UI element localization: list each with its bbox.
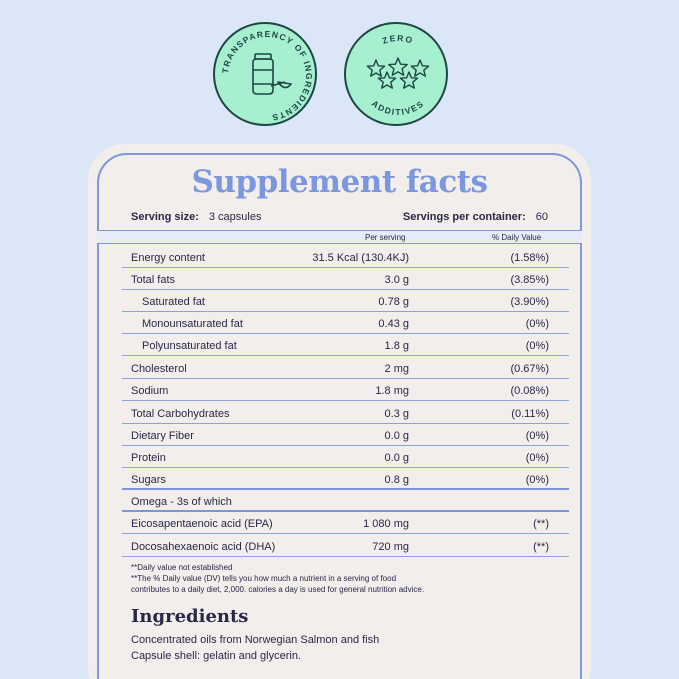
- nutrient-name: Omega - 3s of which: [131, 496, 232, 508]
- ingredients-line: Capsule shell: gelatin and glycerin.: [131, 650, 301, 662]
- table-row: [122, 402, 569, 424]
- transparency-badge: [213, 22, 317, 126]
- table-row: [122, 357, 569, 379]
- nutrient-daily-value: (0.67%): [510, 363, 549, 375]
- nutrient-daily-value: (0%): [525, 340, 549, 352]
- nutrient-daily-value: (1.58%): [510, 252, 549, 264]
- nutrient-daily-value: (0%): [525, 474, 549, 486]
- table-row: [122, 290, 569, 312]
- zero-additives-badge: [344, 22, 448, 126]
- footnotes: [131, 562, 571, 595]
- nutrient-amount: 0.3 g: [384, 408, 409, 420]
- servings-per-container: Servings per container: 60: [402, 211, 548, 223]
- nutrient-daily-value: (0.11%): [511, 408, 549, 420]
- table-row: [122, 490, 569, 512]
- nutrient-amount: 0.8 g: [384, 474, 409, 486]
- nutrient-name: Sugars: [131, 474, 166, 486]
- nutrient-name: Docosahexaenoic acid (DHA): [131, 541, 276, 553]
- nutrient-daily-value: (**): [533, 518, 549, 530]
- table-row: [122, 446, 569, 468]
- nutrient-amount: 31.5 Kcal (130.4KJ): [312, 252, 409, 264]
- footnote: **Daily value not established: [131, 563, 233, 572]
- table-row: [122, 379, 569, 401]
- nutrient-amount: 0.0 g: [384, 452, 409, 464]
- nutrient-amount: 720 mg: [372, 541, 409, 553]
- nutrient-daily-value: (0%): [525, 430, 549, 442]
- nutrient-amount: 1.8 g: [384, 340, 409, 352]
- nutrient-daily-value: (**): [533, 541, 549, 553]
- footnote: **The % Daily value (DV) tells you how much a nutrient in a serving of food: [131, 574, 397, 583]
- stars-icon: [367, 58, 428, 88]
- transparency-badge-text: TRANSPARENCY OF INGREDIENTS: [220, 28, 315, 123]
- table-row: [122, 468, 569, 490]
- table-row: [122, 535, 569, 557]
- nutrient-name: Eicosapentaenoic acid (EPA): [131, 518, 273, 530]
- ingredients-line: Concentrated oils from Norwegian Salmon and fish: [131, 634, 380, 646]
- nutrient-name: Monounsaturated fat: [142, 318, 243, 330]
- nutrient-name: Energy content: [131, 252, 205, 264]
- additives-badge-text: ADDITIVES: [369, 98, 427, 118]
- daily-value-header: % Daily Value: [492, 233, 542, 242]
- nutrient-name: Saturated fat: [142, 296, 205, 308]
- nutrient-daily-value: (0%): [525, 318, 549, 330]
- footnote: contributes to a daily diet, 2,000. calories a day is used for general nutrition advice.: [131, 585, 425, 594]
- zero-badge-text: ZERO: [381, 32, 415, 46]
- table-row: [122, 312, 569, 334]
- nutrient-daily-value: (0.08%): [510, 385, 549, 397]
- table-row: [122, 246, 569, 268]
- nutrient-name: Protein: [131, 452, 166, 464]
- table-row: [122, 334, 569, 356]
- nutrient-amount: 1.8 mg: [375, 385, 409, 397]
- table-row: [122, 512, 569, 534]
- nutrient-amount: 0.0 g: [384, 430, 409, 442]
- nutrient-amount: 1 080 mg: [363, 518, 409, 530]
- nutrient-amount: 0.43 g: [378, 318, 409, 330]
- table-row: [122, 268, 569, 290]
- nutrient-name: Total Carbohydrates: [131, 408, 230, 420]
- page-title: Supplement facts: [191, 164, 488, 200]
- nutrient-amount: 2 mg: [384, 363, 409, 375]
- nutrient-amount: 3.0 g: [384, 274, 409, 286]
- table-row: [122, 424, 569, 446]
- nutrient-daily-value: (0%): [525, 452, 549, 464]
- nutrient-name: Total fats: [131, 274, 176, 286]
- per-serving-header: Per serving: [365, 233, 406, 242]
- nutrient-name: Sodium: [131, 385, 169, 397]
- nutrient-daily-value: (3.90%): [510, 296, 549, 308]
- nutrient-name: Dietary Fiber: [131, 430, 194, 442]
- nutrient-name: Cholesterol: [131, 363, 187, 375]
- nutrient-name: Polyunsaturated fat: [142, 340, 237, 352]
- nutrient-daily-value: (3.85%): [510, 274, 549, 286]
- ingredients-title: Ingredients: [131, 606, 249, 627]
- serving-size: Serving size: 3 capsules: [131, 211, 262, 223]
- serving-info: [131, 211, 548, 223]
- nutrient-amount: 0.78 g: [378, 296, 409, 308]
- supplement-jar-scoop-icon: [253, 54, 291, 94]
- column-header: [97, 230, 582, 244]
